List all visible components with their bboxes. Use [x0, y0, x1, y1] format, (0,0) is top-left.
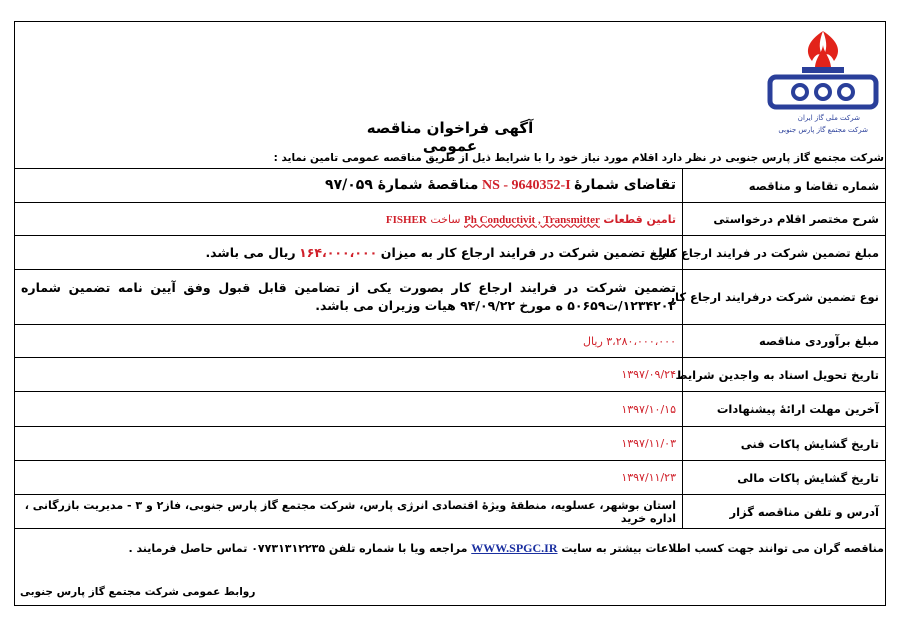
website-link[interactable]: WWW.SPGC.IR: [471, 541, 558, 555]
table-row: [15, 495, 886, 529]
request-prefix: تقاضای شمارهٔ: [574, 177, 676, 193]
table-row: [15, 461, 886, 495]
guarantee-type-line2: ۱۲۳۴۲۰۲/ت۵۰۶۵۹ ه مورخ ۹۴/۰۹/۲۲ هیات وزیران می باشد.: [315, 298, 676, 313]
value-deadline: ۱۳۹۷/۱۰/۱۵: [15, 392, 683, 427]
guarantee-after: ریال می باشد.: [205, 245, 296, 260]
label-request: شماره تقاضا و مناقصه: [683, 169, 886, 203]
request-ns: NS: [481, 178, 500, 193]
tender-info-table: [14, 168, 886, 529]
table-row: [15, 427, 886, 461]
company-logo: [760, 27, 886, 139]
intro-text: شرکت مجتمع گاز پارس جنوبی در نظر دارد اقلام مورد نیاز خود را با شرایط ذیل از طریق مناقصه عمومی تامین نماید :: [273, 152, 884, 164]
label-fin-open: تاریخ گشایش پاکات مالی: [683, 461, 886, 495]
label-deadline: آخرین مهلت ارائهٔ پیشنهادات: [683, 392, 886, 427]
table-row: [15, 236, 886, 270]
items-part2: Ph Conductivit , Transmitter: [464, 213, 600, 226]
value-request: [15, 169, 683, 203]
label-estimate: مبلغ برآوردی مناقصه: [683, 325, 886, 358]
guarantee-before: مبلغ تضمین شرکت در فرایند ارجاع کار به میزان: [380, 245, 676, 260]
notice-title: آگهی فراخوان مناقصه عمومی: [366, 119, 534, 155]
footer-contact: [128, 541, 884, 556]
items-brand: FISHER: [385, 213, 427, 226]
table-row: [15, 392, 886, 427]
value-tech-open: ۱۳۹۷/۱۱/۰۳: [15, 427, 683, 461]
logo-line-1: شرکت ملی گاز ایران: [797, 114, 860, 122]
value-items: [15, 203, 683, 236]
items-part3: ساخت: [430, 212, 461, 226]
value-address: استان بوشهر، عسلویه، منطقهٔ ویژهٔ اقتصادی انرژی پارس، شرکت مجتمع گاز پارس جنوبی، فاز۲ و ۳ - مدیریت بازرگانی ، اداره خرید: [15, 495, 683, 529]
nigc-flame-logo-icon: [760, 27, 886, 113]
label-doc-delivery: تاریخ تحویل اسناد به واجدین شرایط: [683, 358, 886, 392]
items-part1: تامین قطعات: [603, 212, 676, 226]
value-guarantee-type: [15, 270, 683, 325]
table-row: [15, 169, 886, 203]
value-guarantee-amount: [15, 236, 683, 270]
request-number: 9640352: [511, 178, 561, 193]
guarantee-type-line1: تضمین شرکت در فرایند ارجاع کار بصورت یکی از تضامین قابل قبول وفق آیین نامه تضمین شماره: [21, 280, 676, 295]
footer-signature: روابط عمومی شرکت مجتمع گاز پارس جنوبی: [20, 586, 256, 598]
footer-after: مراجعه ویا با شماره تلفن ۰۷۷۳۱۳۱۲۲۳۵ تماس حاصل فرمایند .: [128, 542, 468, 555]
value-estimate: ۳،۲۸۰،۰۰۰،۰۰۰ ریال: [15, 325, 683, 358]
label-items: شرح مختصر اقلام درخواستی: [683, 203, 886, 236]
logo-line-2: شرکت مجتمع گاز پارس جنوبی: [778, 126, 868, 134]
table-row: [15, 270, 886, 325]
value-doc-delivery: ۱۳۹۷/۰۹/۲۴: [15, 358, 683, 392]
table-row: [15, 358, 886, 392]
footer-before: مناقصه گران می توانند جهت کسب اطلاعات بیشتر به سایت: [561, 542, 884, 555]
value-fin-open: ۱۳۹۷/۱۱/۲۳: [15, 461, 683, 495]
table-row: [15, 203, 886, 236]
request-code: -I: [560, 178, 571, 193]
guarantee-amount: ۱۶۴،۰۰۰،۰۰۰: [299, 245, 378, 260]
label-address: آدرس و تلفن مناقصه گزار: [683, 495, 886, 529]
label-guarantee-amount: مبلغ تضمین شرکت در فرایند ارجاع کار: [683, 236, 886, 270]
label-tech-open: تاریخ گشایش پاکات فنی: [683, 427, 886, 461]
table-row: [15, 325, 886, 358]
label-guarantee-type: نوع تضمین شرکت درفرایند ارجاع کار: [683, 270, 886, 325]
request-dash: -: [503, 178, 509, 193]
tender-number: مناقصهٔ شمارهٔ ۹۷/۰۵۹: [325, 177, 479, 193]
